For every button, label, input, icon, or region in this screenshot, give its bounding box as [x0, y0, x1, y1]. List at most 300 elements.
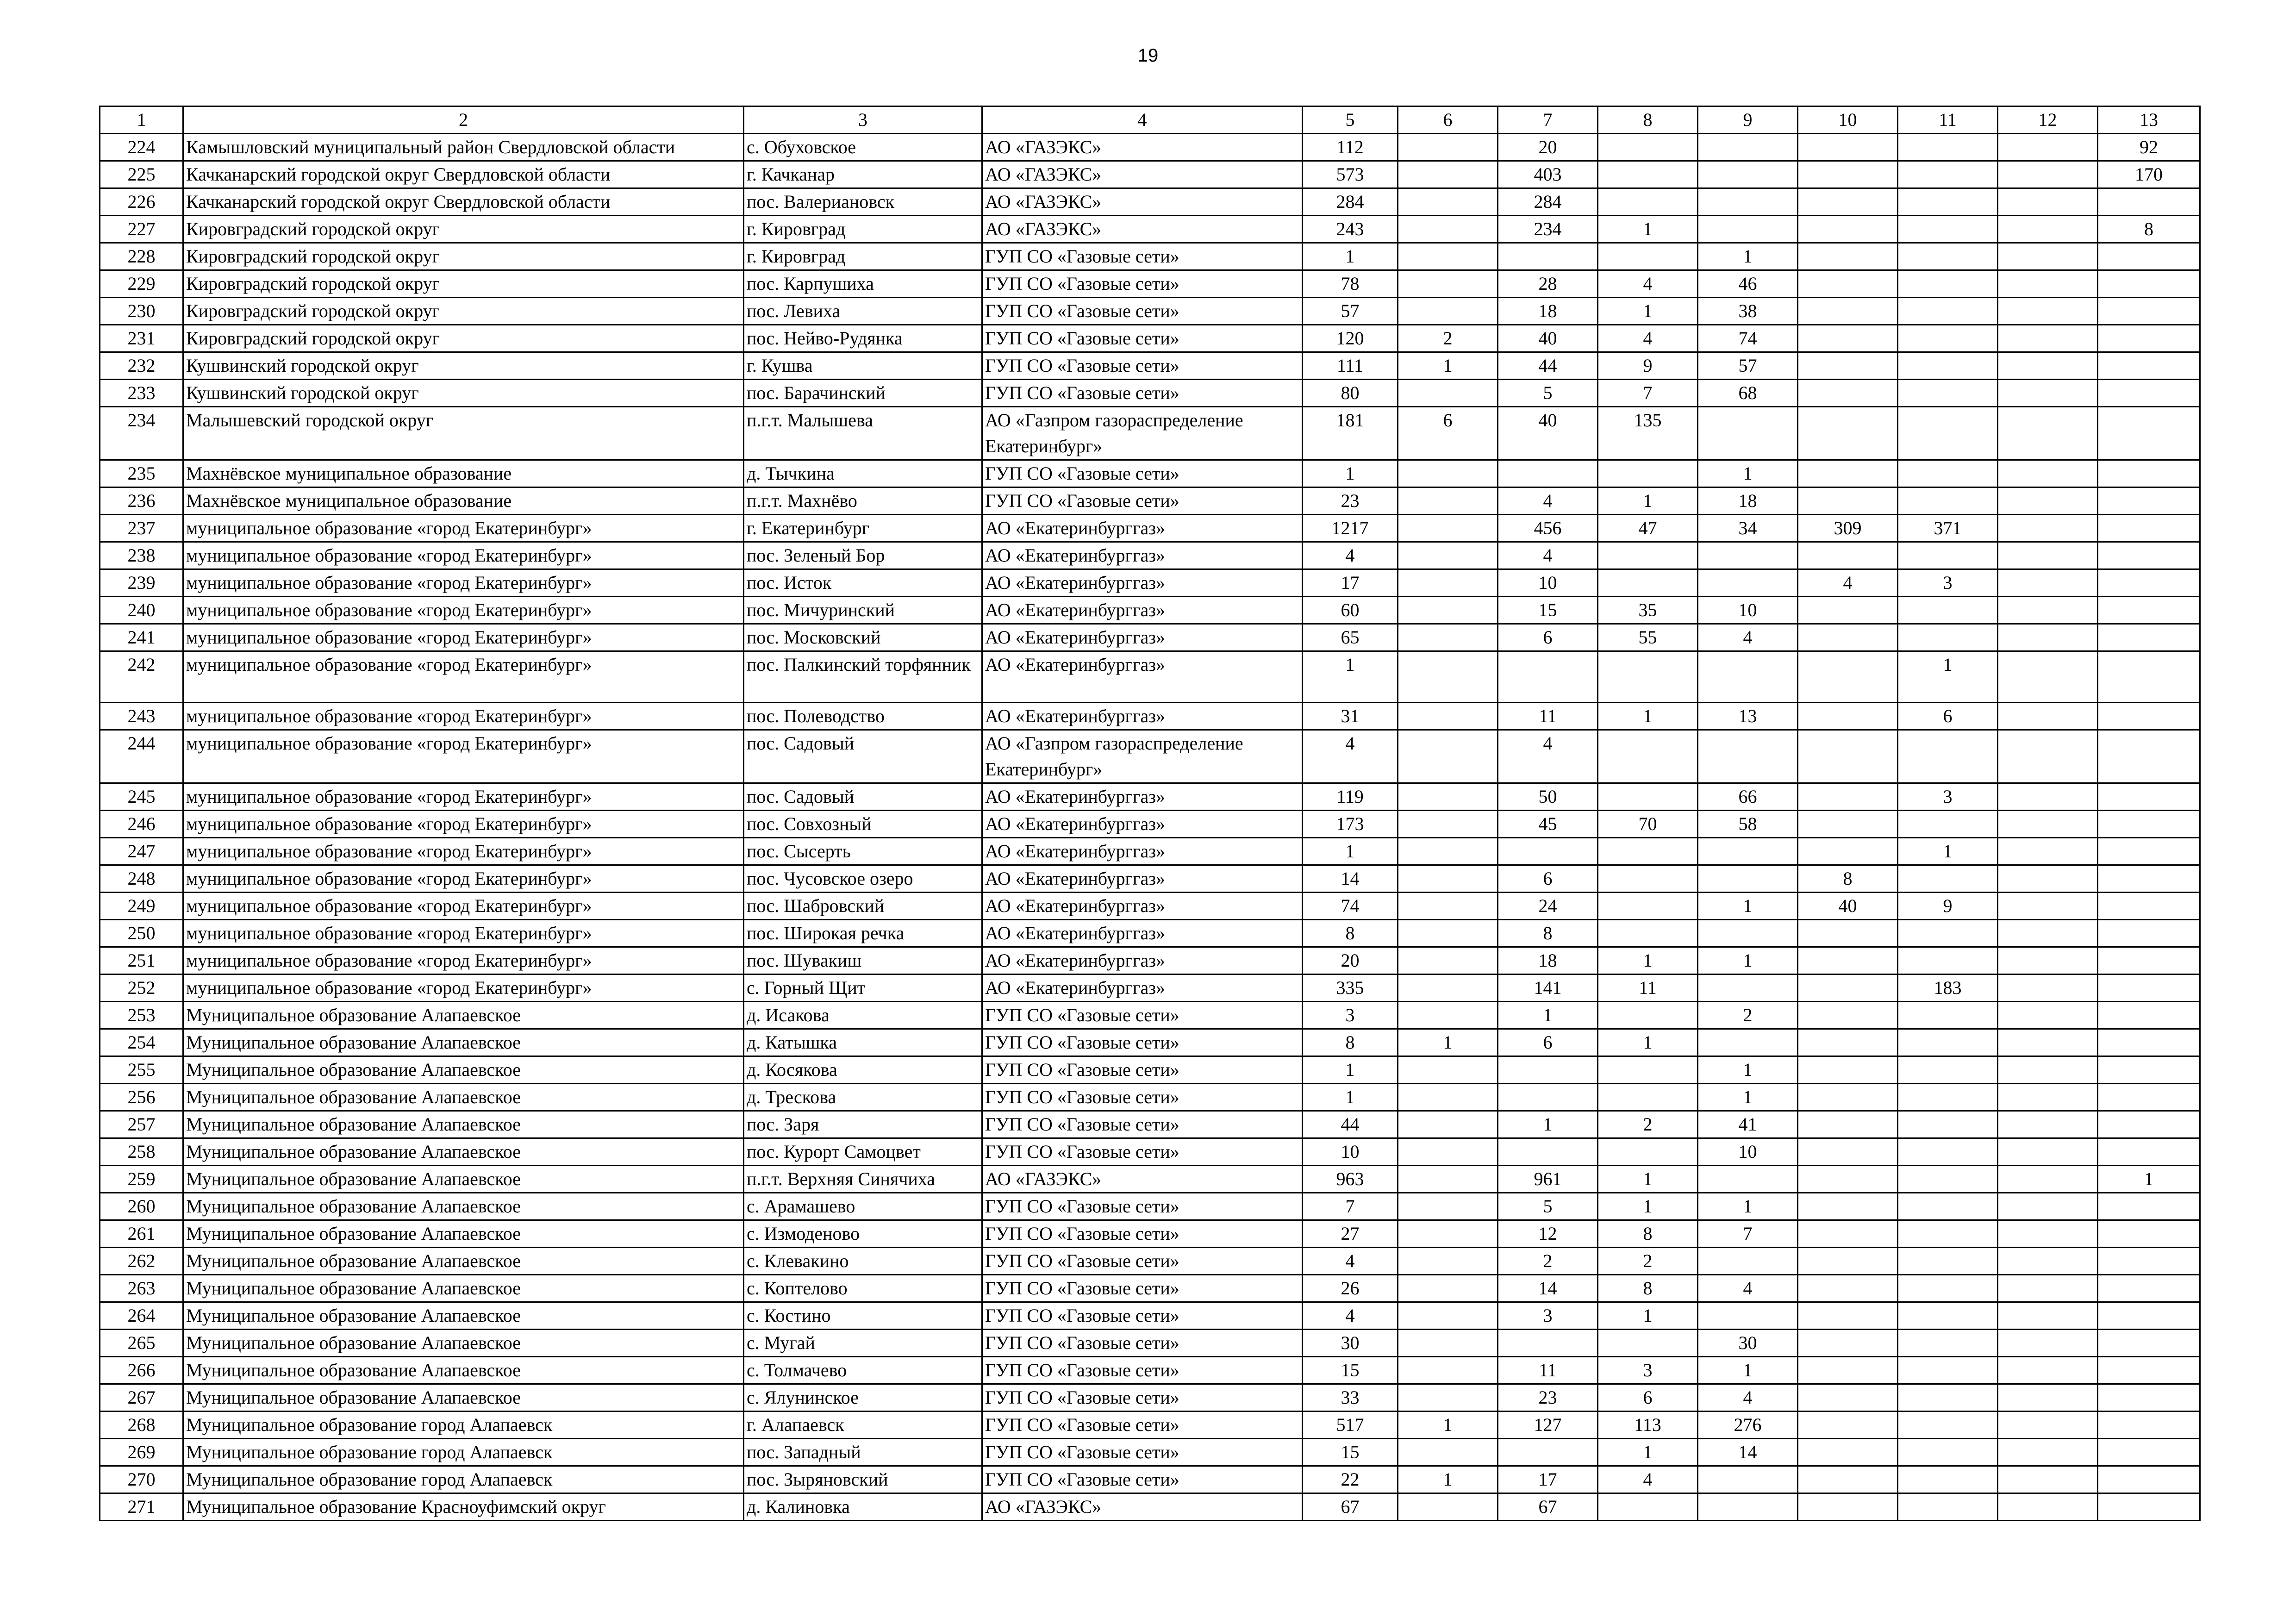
cell-col-10: [1798, 1002, 1898, 1029]
cell-col-6: [1398, 1357, 1498, 1384]
cell-col-5: 22: [1303, 1466, 1398, 1493]
table-row: [100, 1302, 2200, 1330]
cell-col-10: [1798, 1330, 1898, 1357]
cell-col-7: 11: [1498, 703, 1598, 730]
cell-col-6: [1398, 1193, 1498, 1220]
cell-col-6: [1398, 1248, 1498, 1275]
cell-col-5: 1: [1303, 460, 1398, 487]
cell-col-12: [1998, 352, 2098, 380]
cell-col-11: [1898, 624, 1998, 651]
cell-col-8: 4: [1598, 1466, 1698, 1493]
cell-col-11: [1898, 188, 1998, 216]
cell-col-6: [1398, 1275, 1498, 1302]
cell-settlement: д. Исакова: [744, 1002, 982, 1029]
cell-col-8: 3: [1598, 1357, 1698, 1384]
cell-col-6: [1398, 811, 1498, 838]
cell-col-11: 371: [1898, 515, 1998, 542]
cell-col-10: 309: [1798, 515, 1898, 542]
cell-row-number: 260: [100, 1193, 183, 1220]
cell-col-12: [1998, 1166, 2098, 1193]
cell-col-10: 40: [1798, 893, 1898, 920]
cell-row-number: 247: [100, 838, 183, 865]
cell-col-8: [1598, 542, 1698, 569]
cell-settlement: пос. Валериановск: [744, 188, 982, 216]
table-row: [100, 460, 2200, 487]
cell-col-5: 15: [1303, 1357, 1398, 1384]
cell-municipality: Муниципальное образование Алапаевское: [183, 1193, 744, 1220]
cell-col-13: [2098, 380, 2200, 407]
cell-col-11: [1898, 380, 1998, 407]
cell-col-7: [1498, 1084, 1598, 1111]
cell-col-13: [2098, 624, 2200, 651]
cell-col-12: [1998, 325, 2098, 352]
cell-col-6: [1398, 161, 1498, 188]
cell-col-7: 284: [1498, 188, 1598, 216]
cell-settlement: пос. Полеводство: [744, 703, 982, 730]
cell-col-5: 27: [1303, 1220, 1398, 1248]
cell-col-9: 38: [1698, 298, 1798, 325]
cell-col-9: 1: [1698, 947, 1798, 974]
cell-col-12: [1998, 1248, 2098, 1275]
cell-row-number: 269: [100, 1439, 183, 1466]
cell-col-9: 4: [1698, 624, 1798, 651]
cell-col-13: [2098, 1138, 2200, 1166]
cell-col-8: [1598, 1330, 1698, 1357]
cell-organization: АО «ГАЗЭКС»: [982, 161, 1303, 188]
cell-col-12: [1998, 1493, 2098, 1521]
cell-row-number: 252: [100, 974, 183, 1002]
cell-col-7: 127: [1498, 1412, 1598, 1439]
cell-col-13: [2098, 1302, 2200, 1330]
cell-municipality: Качканарский городской округ Свердловской области: [183, 161, 744, 188]
cell-col-6: [1398, 270, 1498, 298]
cell-col-6: [1398, 1138, 1498, 1166]
cell-col-13: [2098, 515, 2200, 542]
cell-col-12: [1998, 920, 2098, 947]
cell-col-11: 3: [1898, 569, 1998, 597]
cell-settlement: д. Косякова: [744, 1056, 982, 1084]
cell-col-9: [1698, 1493, 1798, 1521]
cell-row-number: 238: [100, 542, 183, 569]
cell-col-13: 92: [2098, 134, 2200, 161]
cell-col-10: [1798, 1384, 1898, 1412]
table-row: [100, 161, 2200, 188]
cell-col-10: [1798, 651, 1898, 703]
cell-col-5: 4: [1303, 542, 1398, 569]
cell-col-5: 60: [1303, 597, 1398, 624]
cell-row-number: 226: [100, 188, 183, 216]
cell-col-10: [1798, 487, 1898, 515]
cell-organization: АО «Газпром газораспределение Екатеринбург»: [982, 730, 1303, 783]
cell-col-13: [2098, 407, 2200, 460]
cell-settlement: пос. Зеленый Бор: [744, 542, 982, 569]
header-cell-8: 8: [1598, 106, 1698, 134]
cell-row-number: 230: [100, 298, 183, 325]
cell-col-13: [2098, 1002, 2200, 1029]
cell-col-9: [1698, 1302, 1798, 1330]
cell-row-number: 240: [100, 597, 183, 624]
cell-settlement: пос. Карпушиха: [744, 270, 982, 298]
cell-organization: ГУП СО «Газовые сети»: [982, 1111, 1303, 1138]
cell-col-8: [1598, 1084, 1698, 1111]
data-table: [99, 106, 2201, 1521]
cell-col-11: [1898, 270, 1998, 298]
cell-col-11: [1898, 1138, 1998, 1166]
cell-col-6: 6: [1398, 407, 1498, 460]
cell-municipality: Кировградский городской округ: [183, 325, 744, 352]
cell-col-11: [1898, 1220, 1998, 1248]
cell-organization: ГУП СО «Газовые сети»: [982, 1138, 1303, 1166]
cell-col-8: [1598, 243, 1698, 270]
cell-organization: ГУП СО «Газовые сети»: [982, 325, 1303, 352]
cell-col-11: [1898, 1248, 1998, 1275]
cell-col-8: 8: [1598, 1275, 1698, 1302]
cell-col-8: 35: [1598, 597, 1698, 624]
header-cell-7: 7: [1498, 106, 1598, 134]
cell-col-7: 234: [1498, 216, 1598, 243]
cell-col-7: 4: [1498, 730, 1598, 783]
cell-row-number: 268: [100, 1412, 183, 1439]
cell-row-number: 270: [100, 1466, 183, 1493]
cell-col-10: [1798, 460, 1898, 487]
cell-col-9: [1698, 569, 1798, 597]
cell-col-13: [2098, 270, 2200, 298]
cell-col-5: 15: [1303, 1439, 1398, 1466]
cell-col-9: [1698, 651, 1798, 703]
cell-col-6: [1398, 865, 1498, 893]
cell-col-5: 243: [1303, 216, 1398, 243]
cell-row-number: 237: [100, 515, 183, 542]
cell-col-11: [1898, 1111, 1998, 1138]
cell-row-number: 229: [100, 270, 183, 298]
cell-organization: ГУП СО «Газовые сети»: [982, 298, 1303, 325]
cell-col-12: [1998, 1384, 2098, 1412]
cell-organization: АО «Екатеринбурггаз»: [982, 703, 1303, 730]
cell-col-11: [1898, 730, 1998, 783]
table-row: [100, 1056, 2200, 1084]
cell-col-12: [1998, 947, 2098, 974]
cell-col-12: [1998, 1029, 2098, 1056]
cell-row-number: 243: [100, 703, 183, 730]
cell-col-8: 1: [1598, 298, 1698, 325]
cell-col-9: [1698, 974, 1798, 1002]
cell-col-5: 4: [1303, 1302, 1398, 1330]
cell-col-9: 68: [1698, 380, 1798, 407]
cell-col-6: [1398, 920, 1498, 947]
cell-col-13: [2098, 920, 2200, 947]
cell-col-8: [1598, 651, 1698, 703]
cell-col-12: [1998, 865, 2098, 893]
cell-col-7: 6: [1498, 865, 1598, 893]
cell-col-7: 20: [1498, 134, 1598, 161]
cell-row-number: 250: [100, 920, 183, 947]
cell-settlement: д. Катышка: [744, 1029, 982, 1056]
table-row: [100, 270, 2200, 298]
cell-settlement: д. Трескова: [744, 1084, 982, 1111]
cell-col-5: 3: [1303, 1002, 1398, 1029]
cell-organization: АО «Екатеринбурггаз»: [982, 597, 1303, 624]
cell-col-8: 1: [1598, 216, 1698, 243]
table-row: [100, 1111, 2200, 1138]
cell-col-5: 1: [1303, 838, 1398, 865]
cell-municipality: Муниципальное образование город Алапаевск: [183, 1466, 744, 1493]
cell-organization: ГУП СО «Газовые сети»: [982, 1193, 1303, 1220]
cell-municipality: муниципальное образование «город Екатеринбург»: [183, 730, 744, 783]
cell-organization: ГУП СО «Газовые сети»: [982, 380, 1303, 407]
cell-col-13: [2098, 325, 2200, 352]
cell-municipality: Кировградский городской округ: [183, 270, 744, 298]
cell-col-5: 67: [1303, 1493, 1398, 1521]
cell-municipality: Муниципальное образование Алапаевское: [183, 1002, 744, 1029]
table-row: [100, 1439, 2200, 1466]
cell-settlement: пос. Зыряновский: [744, 1466, 982, 1493]
cell-col-9: 1: [1698, 893, 1798, 920]
cell-col-10: [1798, 1193, 1898, 1220]
table-row: [100, 1166, 2200, 1193]
cell-row-number: 261: [100, 1220, 183, 1248]
cell-col-10: [1798, 838, 1898, 865]
cell-col-5: 181: [1303, 407, 1398, 460]
cell-row-number: 242: [100, 651, 183, 703]
cell-row-number: 248: [100, 865, 183, 893]
cell-municipality: Муниципальное образование Алапаевское: [183, 1166, 744, 1193]
header-cell-4: 4: [982, 106, 1303, 134]
cell-col-11: [1898, 865, 1998, 893]
header-cell-6: 6: [1398, 106, 1498, 134]
cell-col-9: [1698, 134, 1798, 161]
cell-municipality: Кировградский городской округ: [183, 216, 744, 243]
cell-col-13: [2098, 651, 2200, 703]
cell-col-5: 1: [1303, 1084, 1398, 1111]
cell-row-number: 244: [100, 730, 183, 783]
cell-municipality: муниципальное образование «город Екатеринбург»: [183, 974, 744, 1002]
cell-col-6: 1: [1398, 1029, 1498, 1056]
cell-col-10: [1798, 974, 1898, 1002]
cell-organization: АО «Екатеринбурггаз»: [982, 974, 1303, 1002]
cell-col-11: [1898, 947, 1998, 974]
cell-settlement: п.г.т. Верхняя Синячиха: [744, 1166, 982, 1193]
cell-col-5: 173: [1303, 811, 1398, 838]
cell-col-7: [1498, 1056, 1598, 1084]
cell-municipality: муниципальное образование «город Екатеринбург»: [183, 893, 744, 920]
cell-row-number: 239: [100, 569, 183, 597]
cell-col-12: [1998, 703, 2098, 730]
cell-settlement: пос. Палкинский торфянник: [744, 651, 982, 703]
cell-municipality: Муниципальное образование Алапаевское: [183, 1111, 744, 1138]
cell-col-9: 7: [1698, 1220, 1798, 1248]
cell-col-13: [2098, 1056, 2200, 1084]
table-row: [100, 1138, 2200, 1166]
cell-col-6: [1398, 1220, 1498, 1248]
cell-col-13: [2098, 1193, 2200, 1220]
cell-col-6: [1398, 651, 1498, 703]
cell-col-11: [1898, 1439, 1998, 1466]
cell-settlement: с. Мугай: [744, 1330, 982, 1357]
cell-municipality: Муниципальное образование город Алапаевск: [183, 1412, 744, 1439]
cell-col-5: 31: [1303, 703, 1398, 730]
cell-col-13: [2098, 1466, 2200, 1493]
cell-col-5: 120: [1303, 325, 1398, 352]
cell-col-11: 6: [1898, 703, 1998, 730]
cell-col-8: [1598, 1002, 1698, 1029]
table-row: [100, 1412, 2200, 1439]
cell-col-11: [1898, 920, 1998, 947]
cell-settlement: пос. Левиха: [744, 298, 982, 325]
cell-row-number: 225: [100, 161, 183, 188]
cell-organization: АО «ГАЗЭКС»: [982, 134, 1303, 161]
cell-row-number: 256: [100, 1084, 183, 1111]
table-row: [100, 298, 2200, 325]
cell-organization: АО «ГАЗЭКС»: [982, 188, 1303, 216]
table-row: [100, 1084, 2200, 1111]
cell-col-11: [1898, 134, 1998, 161]
cell-municipality: Кушвинский городской округ: [183, 380, 744, 407]
cell-col-12: [1998, 1002, 2098, 1029]
cell-col-11: [1898, 243, 1998, 270]
cell-row-number: 251: [100, 947, 183, 974]
cell-col-13: [2098, 460, 2200, 487]
cell-col-10: [1798, 270, 1898, 298]
cell-col-10: [1798, 542, 1898, 569]
cell-col-8: 8: [1598, 1220, 1698, 1248]
cell-col-9: 13: [1698, 703, 1798, 730]
cell-col-13: [2098, 974, 2200, 1002]
cell-col-13: [2098, 730, 2200, 783]
cell-row-number: 249: [100, 893, 183, 920]
cell-col-5: 112: [1303, 134, 1398, 161]
cell-organization: ГУП СО «Газовые сети»: [982, 1029, 1303, 1056]
cell-col-10: [1798, 1029, 1898, 1056]
cell-row-number: 233: [100, 380, 183, 407]
cell-col-5: 20: [1303, 947, 1398, 974]
cell-col-10: [1798, 783, 1898, 811]
cell-col-7: 45: [1498, 811, 1598, 838]
cell-col-10: [1798, 703, 1898, 730]
cell-organization: ГУП СО «Газовые сети»: [982, 460, 1303, 487]
table-row: [100, 1330, 2200, 1357]
cell-col-9: [1698, 407, 1798, 460]
cell-organization: ГУП СО «Газовые сети»: [982, 1248, 1303, 1275]
cell-col-12: [1998, 1466, 2098, 1493]
table-row: [100, 703, 2200, 730]
cell-col-8: 11: [1598, 974, 1698, 1002]
cell-col-11: [1898, 487, 1998, 515]
cell-row-number: 227: [100, 216, 183, 243]
cell-col-13: [2098, 1357, 2200, 1384]
cell-organization: АО «Екатеринбурггаз»: [982, 893, 1303, 920]
cell-municipality: Муниципальное образование Алапаевское: [183, 1029, 744, 1056]
table-row: [100, 1029, 2200, 1056]
cell-organization: ГУП СО «Газовые сети»: [982, 1384, 1303, 1412]
cell-col-12: [1998, 569, 2098, 597]
cell-col-7: 28: [1498, 270, 1598, 298]
cell-col-13: [2098, 1493, 2200, 1521]
cell-municipality: Муниципальное образование Алапаевское: [183, 1330, 744, 1357]
table-row: [100, 216, 2200, 243]
cell-col-9: [1698, 920, 1798, 947]
cell-col-8: 1: [1598, 1166, 1698, 1193]
cell-settlement: пос. Барачинский: [744, 380, 982, 407]
cell-col-7: 10: [1498, 569, 1598, 597]
table-row: [100, 542, 2200, 569]
cell-col-10: [1798, 380, 1898, 407]
cell-municipality: Муниципальное образование Алапаевское: [183, 1084, 744, 1111]
cell-organization: АО «ГАЗЭКС»: [982, 1493, 1303, 1521]
cell-col-11: [1898, 1384, 1998, 1412]
cell-col-9: 46: [1698, 270, 1798, 298]
cell-row-number: 264: [100, 1302, 183, 1330]
cell-col-12: [1998, 1275, 2098, 1302]
cell-municipality: Муниципальное образование Красноуфимский округ: [183, 1493, 744, 1521]
cell-col-7: [1498, 1330, 1598, 1357]
table-row: [100, 1493, 2200, 1521]
cell-settlement: г. Кировград: [744, 216, 982, 243]
cell-col-12: [1998, 161, 2098, 188]
cell-col-11: [1898, 460, 1998, 487]
cell-settlement: п.г.т. Малышева: [744, 407, 982, 460]
cell-row-number: 259: [100, 1166, 183, 1193]
cell-col-6: [1398, 1493, 1498, 1521]
table-row: [100, 407, 2200, 460]
cell-col-7: 5: [1498, 380, 1598, 407]
cell-col-5: 14: [1303, 865, 1398, 893]
table-row: [100, 380, 2200, 407]
cell-col-5: 78: [1303, 270, 1398, 298]
cell-col-8: [1598, 161, 1698, 188]
cell-col-12: [1998, 730, 2098, 783]
cell-col-9: 74: [1698, 325, 1798, 352]
cell-col-6: [1398, 1439, 1498, 1466]
cell-col-9: 41: [1698, 1111, 1798, 1138]
cell-col-7: 18: [1498, 298, 1598, 325]
cell-col-13: [2098, 597, 2200, 624]
cell-row-number: 224: [100, 134, 183, 161]
cell-municipality: Кировградский городской округ: [183, 298, 744, 325]
cell-col-13: [2098, 1248, 2200, 1275]
cell-settlement: пос. Шабровский: [744, 893, 982, 920]
cell-col-6: [1398, 1111, 1498, 1138]
cell-organization: ГУП СО «Газовые сети»: [982, 270, 1303, 298]
cell-col-7: 11: [1498, 1357, 1598, 1384]
cell-col-9: 34: [1698, 515, 1798, 542]
cell-col-5: 57: [1303, 298, 1398, 325]
cell-municipality: Кировградский городской округ: [183, 243, 744, 270]
cell-col-8: 6: [1598, 1384, 1698, 1412]
cell-col-11: [1898, 1275, 1998, 1302]
cell-col-11: [1898, 1029, 1998, 1056]
cell-col-10: [1798, 920, 1898, 947]
cell-organization: АО «Екатеринбурггаз»: [982, 920, 1303, 947]
cell-col-13: 1: [2098, 1166, 2200, 1193]
cell-col-9: 1: [1698, 243, 1798, 270]
cell-col-12: [1998, 1056, 2098, 1084]
cell-col-5: 1: [1303, 651, 1398, 703]
cell-col-5: 335: [1303, 974, 1398, 1002]
cell-col-12: [1998, 407, 2098, 460]
cell-col-11: [1898, 1302, 1998, 1330]
cell-col-6: [1398, 838, 1498, 865]
cell-col-7: 4: [1498, 487, 1598, 515]
cell-organization: АО «Екатеринбурггаз»: [982, 624, 1303, 651]
cell-col-12: [1998, 651, 2098, 703]
cell-col-13: [2098, 1084, 2200, 1111]
cell-col-8: 1: [1598, 1029, 1698, 1056]
header-cell-5: 5: [1303, 106, 1398, 134]
cell-settlement: пос. Нейво-Рудянка: [744, 325, 982, 352]
table-row: [100, 838, 2200, 865]
cell-col-8: [1598, 460, 1698, 487]
cell-col-13: [2098, 1412, 2200, 1439]
